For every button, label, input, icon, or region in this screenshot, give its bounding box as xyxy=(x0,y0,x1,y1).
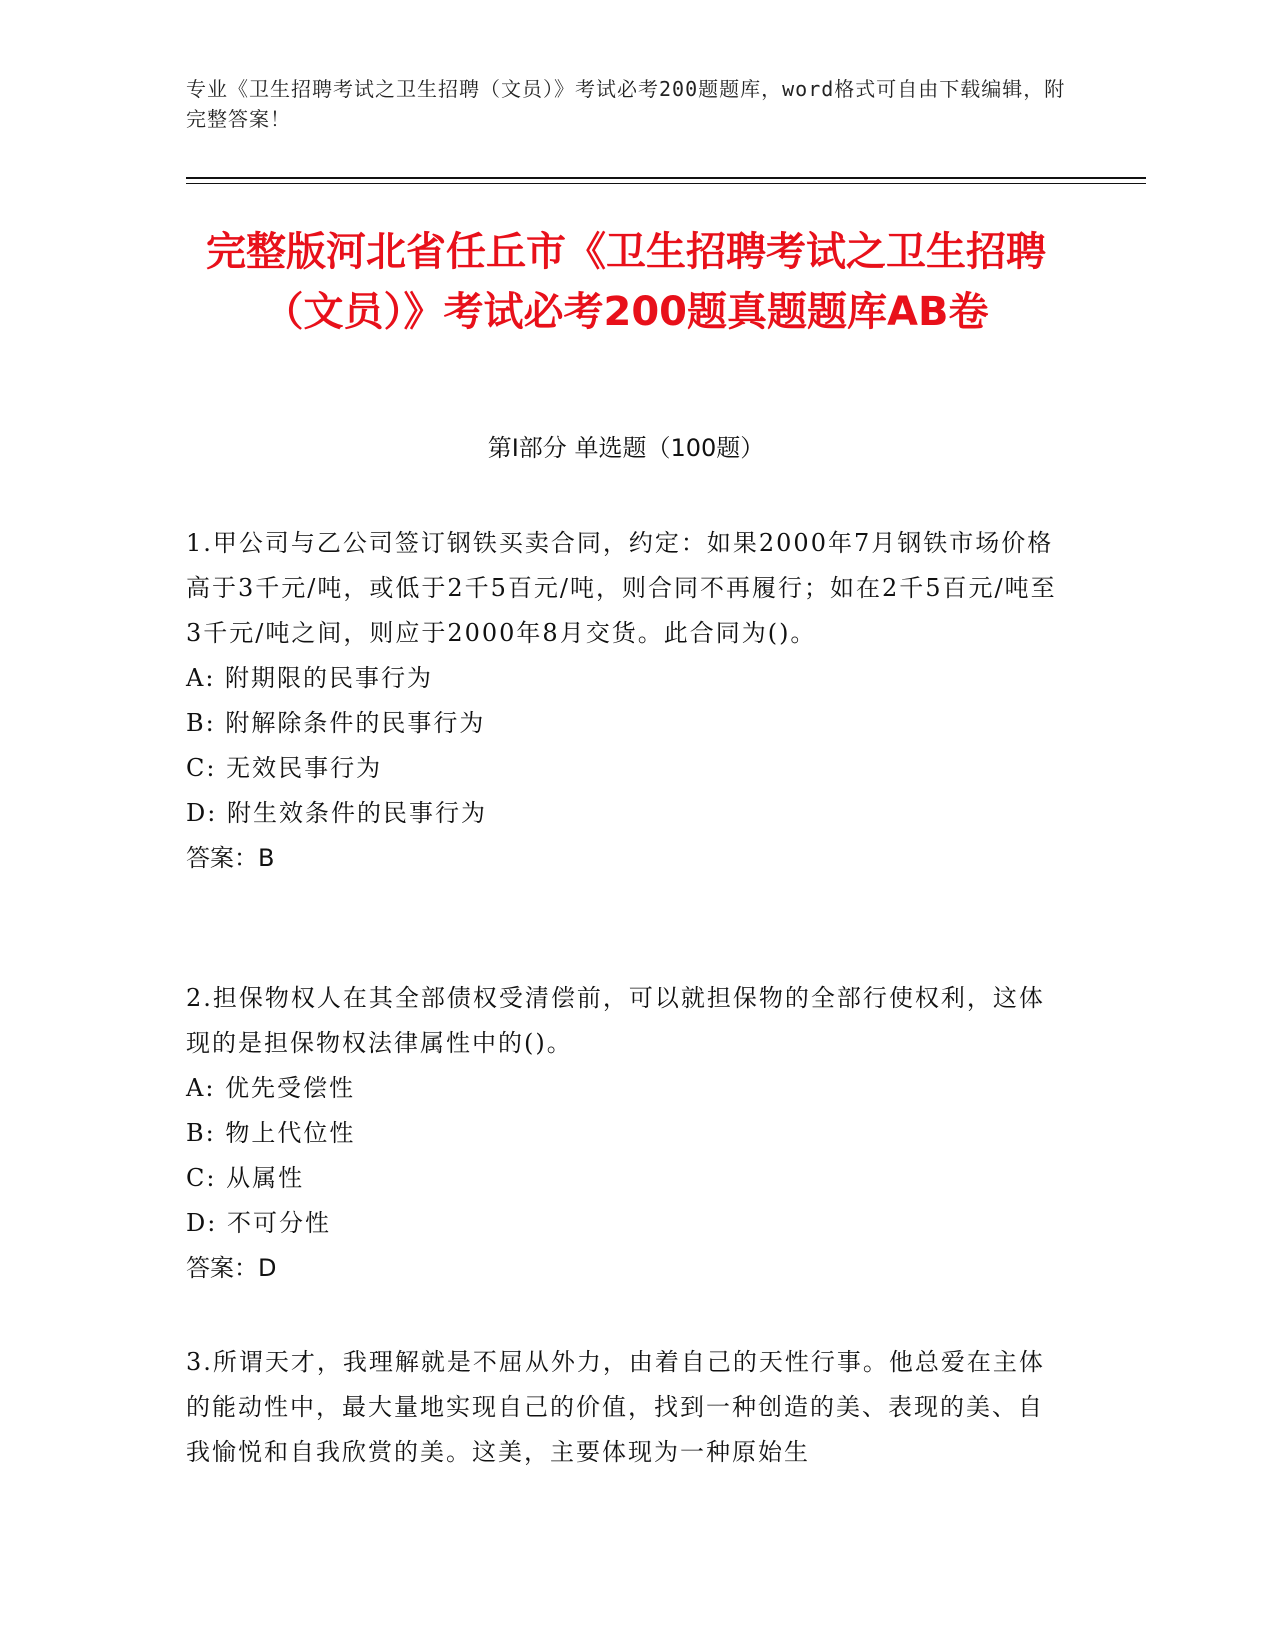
option-d: D: 不可分性 xyxy=(186,1209,331,1237)
question-2 xyxy=(186,976,1066,1291)
question-stem: 3.所谓天才，我理解就是不屈从外力，由着自己的天性行事。他总爱在主体的能动性中，最大量地实现自己的价值，找到一种创造的美、表现的美、自我愉悦和自我欣赏的美。这美，主要体现为一种原始生 xyxy=(186,1348,1045,1466)
question-1 xyxy=(186,521,1066,881)
header-divider-thick xyxy=(186,177,1146,179)
question-3 xyxy=(186,1340,1066,1475)
section-title: 第Ⅰ部分 单选题（100题） xyxy=(487,434,765,462)
header-note: 专业《卫生招聘考试之卫生招聘（文员）》考试必考200题题库，word格式可自由下载编辑，附完整答案！ xyxy=(186,77,1066,131)
question-stem: 1.甲公司与乙公司签订钢铁买卖合同，约定：如果2000年7月钢铁市场价格高于3千元/吨，或低于2千5百元/吨，则合同不再履行；如在2千5百元/吨至3千元/吨之间，则应于2000年8月交货。此合同为()。 xyxy=(186,529,1057,647)
answer: 答案：B xyxy=(186,844,275,872)
option-b: B: 附解除条件的民事行为 xyxy=(186,709,486,737)
header-divider-thin xyxy=(186,183,1146,184)
option-a: A: 附期限的民事行为 xyxy=(186,664,434,692)
option-c: C: 从属性 xyxy=(186,1164,305,1192)
option-c: C: 无效民事行为 xyxy=(186,754,383,782)
document-title: 完整版河北省任丘市《卫生招聘考试之卫生招聘（文员）》考试必考200题真题题库AB卷 xyxy=(206,229,1046,335)
question-stem: 2.担保物权人在其全部债权受清偿前，可以就担保物的全部行使权利，这体现的是担保物权法律属性中的()。 xyxy=(186,984,1045,1057)
option-d: D: 附生效条件的民事行为 xyxy=(186,799,487,827)
answer: 答案：D xyxy=(186,1254,277,1282)
option-a: A: 优先受偿性 xyxy=(186,1074,356,1102)
option-b: B: 物上代位性 xyxy=(186,1119,356,1147)
